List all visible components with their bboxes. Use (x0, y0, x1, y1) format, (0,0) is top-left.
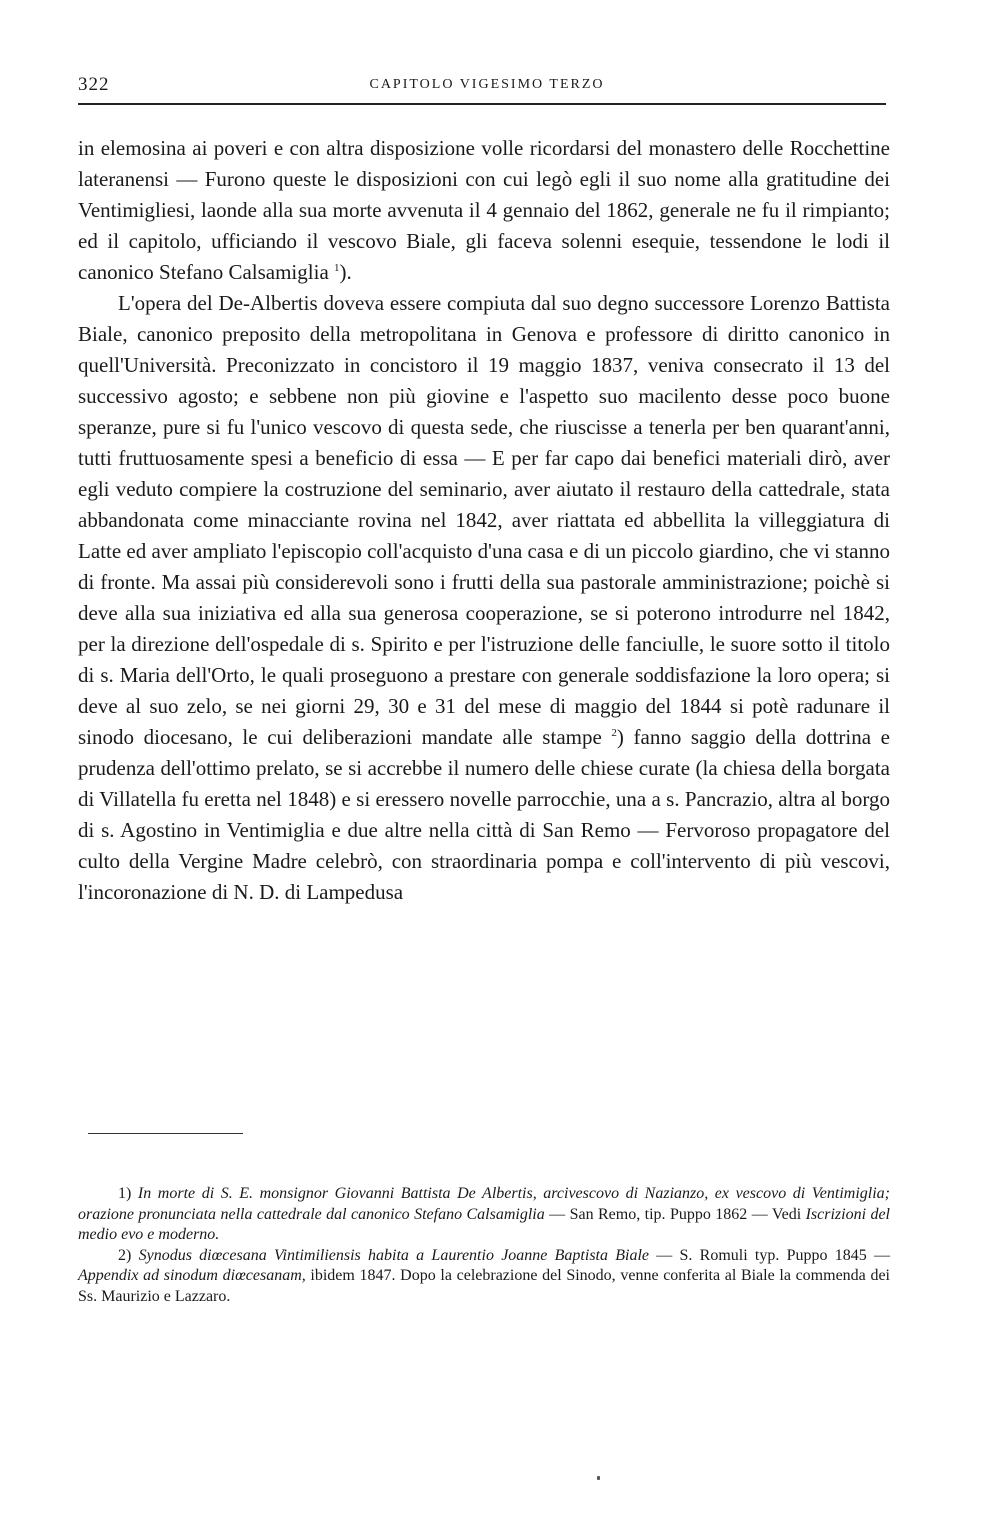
running-head: CAPITOLO VIGESIMO TERZO (369, 77, 605, 92)
footnote-title: Synodus diœcesana Vintimiliensis habita a Laurentio Joanne Baptista Biale (138, 1246, 650, 1264)
paragraph-text: ). (339, 260, 352, 284)
paragraph-text: in elemosina ai poveri e con altra disposizione volle ricordarsi del monastero delle Rocchettine lateranensi — Furono queste le disposizioni con cui legò egli il suo nome alla gratitudine dei Ventimigliesi, laonde alla sua morte avvenuta il 4 gennaio del 1862, generale ne fu il rimpianto; ed il capitolo, ufficiando il vescovo Biale, gli faceva solenni esequie, tessendone le lodi il canonico Stefano Calsamiglia (78, 136, 890, 284)
footnote-text: ibidem 1847. Dopo la celebrazione del Sinodo, venne conferita al Biale la commenda dei Ss. Maurizio e Lazzaro. (78, 1267, 890, 1305)
footnote-text: — S. Romuli typ. Puppo 1845 — (649, 1246, 891, 1264)
footnote-title: Iscrizioni del medio evo e moderno. (78, 1205, 890, 1243)
ink-speck (597, 1476, 600, 1480)
footnote-ref: 2 (611, 727, 617, 739)
footnote-separator (88, 1133, 243, 1134)
footnote (78, 1246, 890, 1308)
footnote-ref: 1 (334, 262, 340, 274)
footnote-label: 1) (118, 1185, 132, 1202)
footnote-title: In morte di S. E. monsignor Giovanni Battista De Albertis, arcivescovo di Nazianzo, ex vescovo di Ventimiglia; orazione pronunciata nella cattedrale dal canonico Stefano Calsamiglia (78, 1185, 891, 1223)
header-rule (78, 103, 886, 105)
paragraph-text: ) fanno saggio della dottrina e prudenza dell'ottimo prelato, se si accrebbe il numero delle chiese curate (la chiesa della borgata di Villatella fu eretta nel 1848) e si eressero novelle parrocchie, una a s. Pancrazio, altra al borgo di s. Agostino in Ventimiglia e due altre nella città di San Remo — Fervoroso propagatore del culto della Vergine Madre celebrò, con straordinaria pompa e coll'intervento di più vescovi, l'incoronazione di N. D. di Lampedusa (78, 725, 891, 904)
page-number: 322 (78, 74, 110, 95)
page-header (78, 70, 886, 102)
footnote (78, 1184, 890, 1246)
paragraph (78, 133, 890, 288)
paragraph (78, 288, 890, 908)
footnote-title: Appendix ad sinodum diœcesanam, (78, 1267, 306, 1284)
main-text (78, 133, 890, 908)
footnotes (78, 1184, 890, 1307)
footnote-text: — San Remo, tip. Puppo 1862 — Vedi (544, 1205, 806, 1223)
footnote-label: 2) (118, 1246, 132, 1264)
paragraph-text: L'opera del De-Albertis doveva essere compiuta dal suo degno successore Lorenzo Battista Biale, canonico preposito della metropolitana in Genova e professore di diritto canonico in quell'Università. Preconizzato in concistoro il 19 maggio 1837, veniva consecrato il 13 del successivo agosto; e sebbene non più giovine e l'aspetto suo macilento desse poco buone speranze, pure si fu l'unico vescovo di questa sede, che riuscisse a tenerla per ben quarant'anni, tutti fruttuosamente spesi a beneficio di essa — E per far capo dai benefici materiali dirò, aver egli veduto compiere la costruzione del seminario, aver aiutato il restauro della cattedrale, stata abbandonata come minacciante rovina nel 1842, aver riattata ed abbellita la villeggiatura di Latte ed aver ampliato l'episcopio coll'acquisto d'una casa e di un piccolo giardino, che vi stanno di fronte. Ma assai più considerevoli sono i frutti della sua pastorale amministrazione; poichè si deve alla sua iniziativa ed alla sua generosa cooperazione, se si poterono introdurre nel 1842, per la direzione dell'ospedale di s. Spirito e per l'istruzione delle fanciulle, le suore sotto il titolo di s. Maria dell'Orto, le quali proseguono a prestare con generale soddisfazione la loro opera; si deve al suo zelo, se nei giorni 29, 30 e 31 del mese di maggio del 1844 si potè radunare il sinodo diocesano, le cui deliberazioni mandate alle stampe (78, 291, 890, 749)
